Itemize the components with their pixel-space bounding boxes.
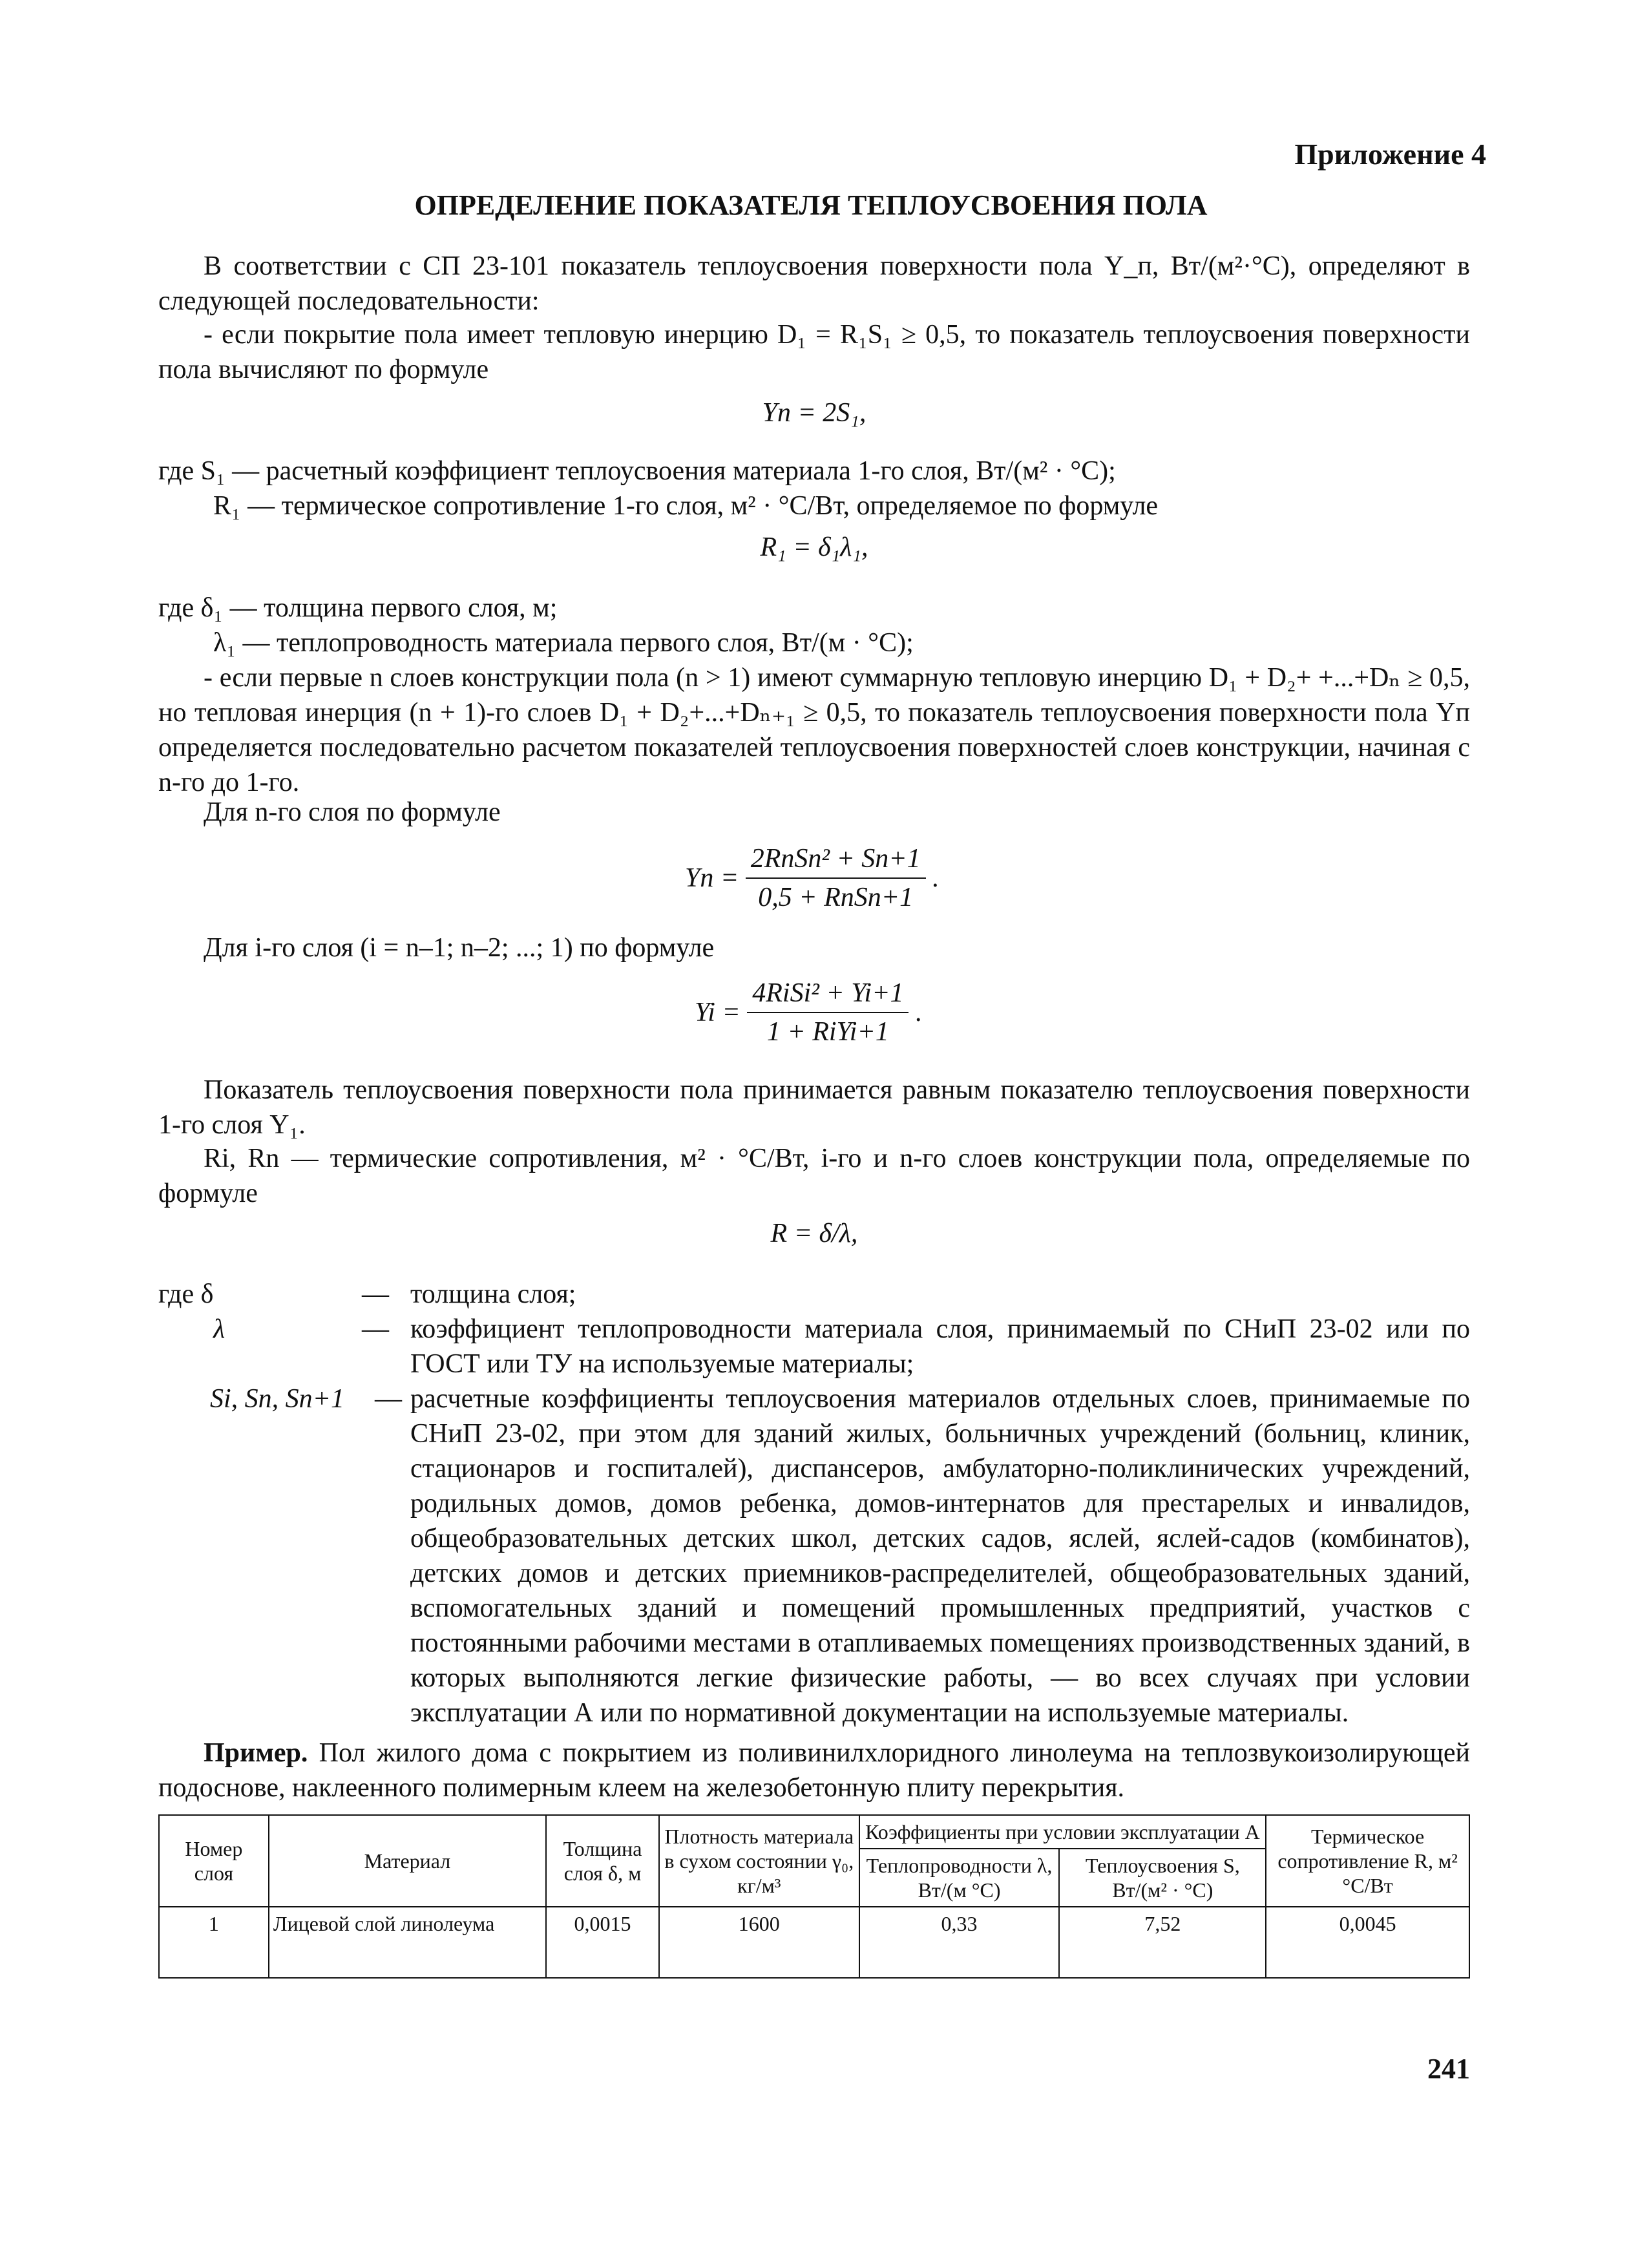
header-resistance: Термическое сопротивление R, м² °С/Вт xyxy=(1266,1815,1469,1907)
header-absorption: Теплоусвоения S, Вт/(м² · °С) xyxy=(1059,1849,1266,1907)
table-header-row xyxy=(159,1815,1469,1849)
cell-resistance: 0,0045 xyxy=(1266,1907,1469,1978)
formula-r: R = δ/λ, xyxy=(770,1219,858,1248)
def-s-text: расчетные коэффициенты теплоусвоения материалов отдельных слоев, принимаемые по СНиП 23-02, при этом для зданий жилых, больничных учреждений (больниц, клиник, стационаров и госпиталей), диспансеров, амбулаторно-поликлинических учреждений, родильных домов, домов ребенка, домов-интернатов для престарелых и инвалидов, общеобразовательных детских школ, детских садов, яслей, яслей-садов (комбинатов), детских домов и детских приемников-распределителей, общеобразовательных зданий, вспомогательных зданий и помещений промышленных предприятий, участков с постоянными рабочими местами в отапливаемых помещениях производственных зданий, в которых выполняются легкие физические работы, — во всех случаях при условии эксплуатации А или по нормативной документации на используемые материалы. xyxy=(410,1384,1470,1728)
formula-yn: Yn = $\frac{\text{2RnSn² + Sn+1}}{\text{0,5 + RnSn+1}}$ . xyxy=(685,841,1137,915)
formula-yp: Yп = 2S₁, xyxy=(762,398,867,428)
formula-yi: Yi = $\frac{\text{4RiSi² + Yi+1}}{\text{1 + RiYi+1}}$ . xyxy=(695,976,1147,1049)
cell-absorption: 7,52 xyxy=(1059,1907,1266,1978)
example-paragraph xyxy=(158,1736,1470,1805)
page-title: ОПРЕДЕЛЕНИЕ ПОКАЗАТЕЛЯ ТЕПЛОУСВОЕНИЯ ПОЛА xyxy=(414,189,1208,221)
formula-yn-denominator: 0,5 + RnSn+1 xyxy=(758,883,914,912)
cell-layer-number: 1 xyxy=(159,1907,269,1978)
def-delta-symbol: где δ xyxy=(158,1279,214,1309)
formula-yn-fraction xyxy=(746,841,926,915)
formula-yi-lhs: Yi = xyxy=(695,998,740,1027)
appendix-label: Приложение 4 xyxy=(1294,138,1486,171)
where-delta1: где δ₁ — толщина первого слоя, м; xyxy=(158,593,558,623)
where-r1: R₁ — термическое сопротивление 1-го слоя, м² · °С/Вт, определяемое по формуле xyxy=(213,491,1159,521)
formula-yn-numerator: 2RnSn² + Sn+1 xyxy=(746,841,926,879)
def-delta-dash: — xyxy=(362,1279,389,1309)
formula-yi-fraction xyxy=(747,976,909,1049)
header-coefficients: Коэффициенты при условии эксплуатации А xyxy=(859,1815,1266,1849)
header-density: Плотность материала в сухом состоянии γ₀, кг/м³ xyxy=(659,1815,859,1907)
formula-r1: R₁ = δ₁λ₁, xyxy=(760,532,868,562)
header-thickness: Толщина слоя δ, м xyxy=(546,1815,659,1907)
cell-thickness: 0,0015 xyxy=(546,1907,659,1978)
layers-table xyxy=(158,1814,1470,1979)
page-number: 241 xyxy=(1427,2053,1470,2084)
paragraph-condition-1: - если покрытие пола имеет тепловую инерцию D₁ = R₁S₁ ≥ 0,5, то показатель теплоусвоения поверхности пола вычисляют по формуле xyxy=(158,320,1470,384)
where-s1: где S₁ — расчетный коэффициент теплоусвоения материала 1-го слоя, Вт/(м² · °С); xyxy=(158,456,1116,486)
cell-density: 1600 xyxy=(659,1907,859,1978)
formula-yi-denominator: 1 + RiYi+1 xyxy=(766,1017,889,1047)
example-label: Пример. xyxy=(204,1738,308,1768)
paragraph-layer-n: Для n-го слоя по формуле xyxy=(204,797,501,827)
cell-material: Лицевой слой линолеума xyxy=(269,1907,546,1978)
def-s-symbol: Si, Sn, Sn+1 xyxy=(210,1384,345,1414)
paragraph-resistances: Ri, Rn — термические сопротивления, м² · °С/Вт, i-го и n-го слоев конструкции пола, определяемые по формуле xyxy=(158,1144,1470,1208)
def-s-dash: — xyxy=(375,1384,402,1414)
paragraph-layer-i: Для i-го слоя (i = n–1; n–2; ...; 1) по формуле xyxy=(204,933,715,963)
header-material: Материал xyxy=(269,1815,546,1907)
paragraph-condition-n: - если первые n слоев конструкции пола (n > 1) имеют суммарную тепловую инерцию D₁ + D₂+ +...+Dₙ ≥ 0,5, но тепловая инерция (n + 1)-го слоев D₁ + D₂+...+Dₙ₊₁ ≥ 0,5, то показатель теплоусвоения поверхности пола Yп определяется последовательно расчетом показателей теплоусвоения поверхностей слоев конструкции, начиная с n-го до 1-го. xyxy=(158,663,1470,797)
header-layer-number: Номер слоя xyxy=(159,1815,269,1907)
def-lambda-dash: — xyxy=(362,1314,389,1344)
formula-yn-lhs: Yn = xyxy=(685,863,739,893)
where-lambda1: λ₁ — теплопроводность материала первого слоя, Вт/(м · °С); xyxy=(213,628,914,658)
paragraph-result: Показатель теплоусвоения поверхности пола принимается равным показателю теплоусвоения поверхности 1-го слоя Y₁. xyxy=(158,1075,1470,1140)
def-delta-text: толщина слоя; xyxy=(410,1279,576,1309)
paragraph-intro: В соответствии с СП 23-101 показатель теплоусвоения поверхности пола Y_п, Вт/(м²·°С), определяют в следующей последовательности: xyxy=(158,251,1470,316)
formula-yi-numerator: 4RiSi² + Yi+1 xyxy=(747,976,909,1013)
example-text: Пол жилого дома с покрытием из поливинилхлоридного линолеума на теплозвукоизолирующей подоснове, наклеенного полимерным клеем на железобетонную плиту перекрытия. xyxy=(158,1738,1471,1803)
def-lambda-symbol: λ xyxy=(213,1314,226,1344)
table-row xyxy=(159,1907,1469,1978)
def-lambda-text: коэффициент теплопроводности материала слоя, принимаемый по СНиП 23-02 или по ГОСТ или ТУ на используемые материалы; xyxy=(410,1314,1470,1379)
cell-conductivity: 0,33 xyxy=(859,1907,1060,1978)
header-conductivity: Теплопроводности λ, Вт/(м °С) xyxy=(859,1849,1060,1907)
